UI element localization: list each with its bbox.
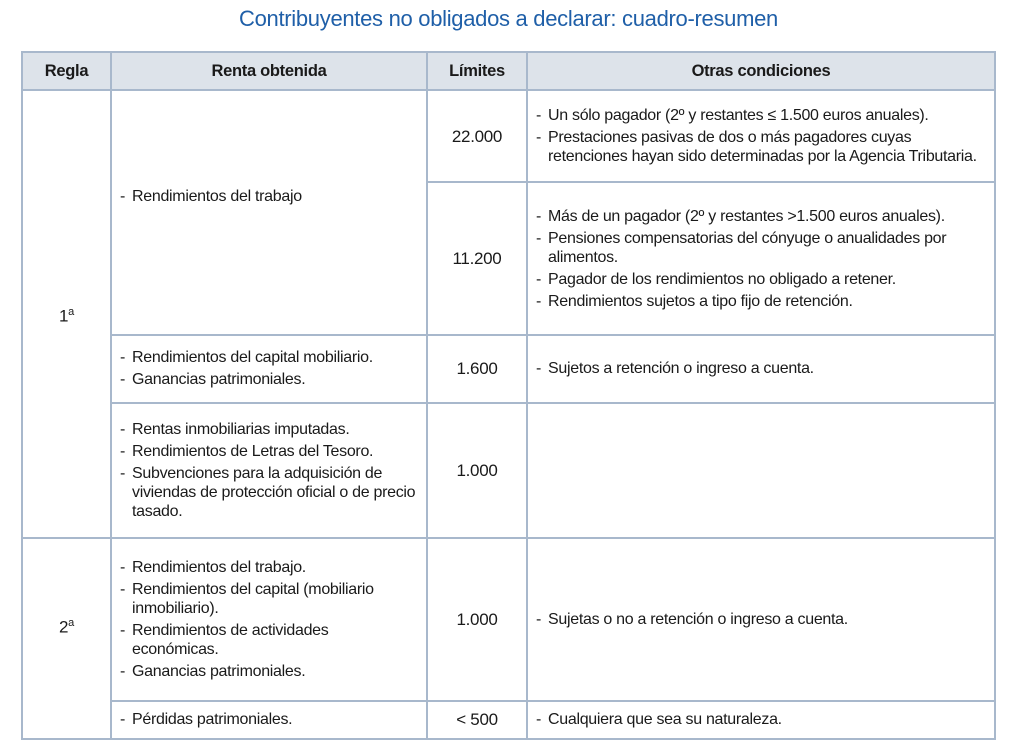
list-item: - Prestaciones pasivas de dos o más pagadores cuyas retenciones hayan sido determinadas por la Agencia Tributaria.	[536, 128, 986, 166]
list-item: - Rendimientos del capital mobiliario.	[120, 348, 418, 367]
rule-2-label: 2	[59, 618, 69, 637]
header-regla: Regla	[22, 52, 111, 90]
table-row	[22, 701, 995, 739]
header-row	[22, 52, 995, 90]
list-item: - Más de un pagador (2º y restantes >1.500 euros anuales).	[536, 207, 986, 226]
renta-cell	[111, 538, 427, 701]
limite-cell: < 500	[427, 701, 527, 739]
otras-cell	[527, 701, 995, 739]
rule-2-ordinal: a	[68, 617, 74, 630]
renta-list	[120, 348, 418, 389]
renta-cell	[111, 701, 427, 739]
list-item: - Rentas inmobiliarias imputadas.	[120, 420, 418, 439]
list-item: - Rendimientos del trabajo.	[120, 558, 418, 577]
rule-1-label: 1	[59, 306, 69, 326]
renta-list	[120, 558, 418, 681]
limite-cell: 22.000	[427, 90, 527, 182]
renta-cell	[111, 335, 427, 403]
limite-cell: 1.600	[427, 335, 527, 403]
list-item: - Sujetas o no a retención o ingreso a cuenta.	[536, 610, 986, 629]
renta-list	[120, 187, 418, 206]
renta-list	[120, 420, 418, 521]
otras-list	[536, 106, 986, 166]
list-item: - Pensiones compensatorias del cónyuge o anualidades por alimentos.	[536, 229, 986, 267]
list-item: - Rendimientos del capital (mobiliario inmobiliario).	[120, 580, 418, 618]
table-row	[22, 335, 995, 403]
header-otras: Otras condiciones	[527, 52, 995, 90]
renta-list	[120, 710, 418, 729]
otras-list	[536, 359, 986, 378]
list-item: - Subvenciones para la adquisición de viviendas de protección oficial o de precio tasado.	[120, 464, 418, 521]
list-item: - Rendimientos sujetos a tipo fijo de retención.	[536, 292, 986, 311]
list-item: - Sujetos a retención o ingreso a cuenta.	[536, 359, 986, 378]
list-item: - Rendimientos de actividades económicas.	[120, 621, 418, 659]
table-row	[22, 403, 995, 538]
rule-1-cell	[22, 90, 111, 538]
list-item: - Rendimientos del trabajo	[120, 187, 418, 206]
list-item: - Ganancias patrimoniales.	[120, 662, 418, 681]
limite-cell: 1.000	[427, 538, 527, 701]
list-item: - Un sólo pagador (2º y restantes ≤ 1.500 euros anuales).	[536, 106, 986, 125]
limite-cell: 11.200	[427, 182, 527, 334]
otras-list	[536, 710, 986, 729]
list-item: - Pérdidas patrimoniales.	[120, 710, 418, 729]
list-item: - Rendimientos de Letras del Tesoro.	[120, 442, 418, 461]
page-title: Contribuyentes no obligados a declarar: cuadro-resumen	[238, 6, 778, 31]
list-item: - Cualquiera que sea su naturaleza.	[536, 710, 986, 729]
rule-1-ordinal: a	[68, 305, 74, 318]
table-row	[22, 538, 995, 701]
list-item: - Pagador de los rendimientos no obligado a retener.	[536, 270, 986, 289]
otras-list	[536, 610, 986, 629]
renta-trabajo-cell	[111, 90, 427, 335]
header-renta: Renta obtenida	[111, 52, 427, 90]
otras-cell	[527, 403, 995, 538]
rule-2-cell	[22, 538, 111, 739]
renta-cell	[111, 403, 427, 538]
otras-cell	[527, 538, 995, 701]
table-row	[22, 90, 995, 182]
otras-cell	[527, 90, 995, 182]
summary-table	[21, 51, 996, 740]
otras-cell	[527, 335, 995, 403]
list-item: - Ganancias patrimoniales.	[120, 370, 418, 389]
otras-cell	[527, 182, 995, 334]
limite-cell: 1.000	[427, 403, 527, 538]
otras-list	[536, 207, 986, 311]
header-limites: Límites	[427, 52, 527, 90]
